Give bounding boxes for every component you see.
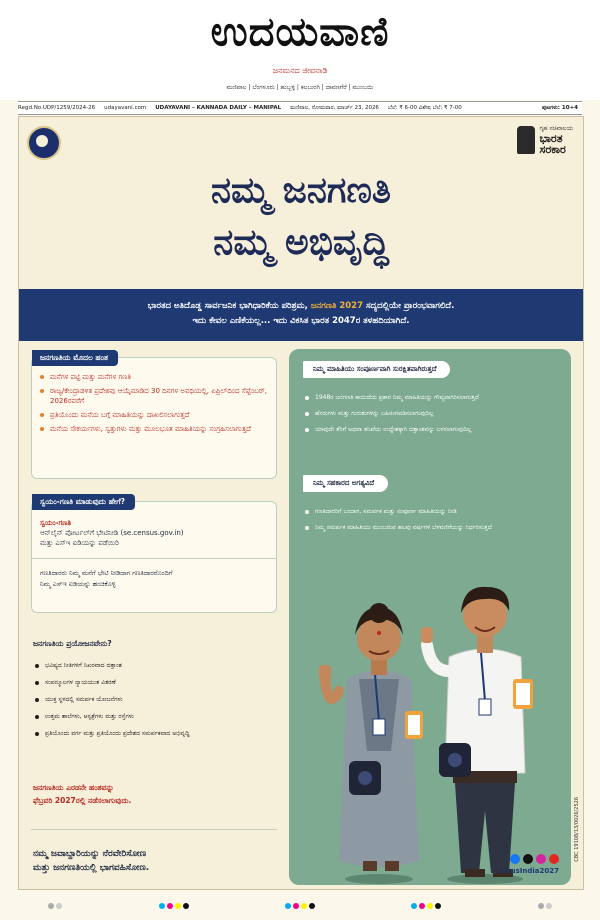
closing-line-1: ನಮ್ಮ ಜವಾಬ್ದಾರಿಯನ್ನು ನೆರವೇರಿಸೋಣ: [33, 849, 147, 859]
info-panel: [289, 349, 571, 885]
registration-mark: [48, 903, 62, 909]
get-se-id: ಮತ್ತು ಎಸ್‌ಇ ಐಡಿಯನ್ನು ಪಡೆಯಿರಿ: [40, 539, 119, 547]
self-enumeration-box: [31, 497, 277, 613]
intro-highlight: ಜನಗಣತಿ 2027: [310, 301, 364, 311]
page-count: ಪುಟಗಳು: 10+4: [542, 104, 578, 111]
registration-mark: [538, 903, 552, 909]
instagram-icon[interactable]: [536, 854, 546, 864]
divider: [32, 558, 276, 559]
list-item: ಯಾವುದೇ ತೆರಿಗೆ ಅಥವಾ ತನಿಖೆಯ ಉದ್ದೇಶಕ್ಕಾಗಿ ದತ್ತಾಂಶವನ್ನು ಬಳಸಲಾಗುವುದಿಲ್ಲ: [303, 425, 559, 434]
second-phase-line-1: ಜನಗಣತಿಯ ಎರಡನೇ ಹಂತವನ್ನು: [33, 783, 114, 792]
list-item: ಪ್ರತಿಯೊಂದು ವರ್ಗ ಮತ್ತು ಪ್ರತಿಯೊಂದು ಪ್ರದೇಶದ ಸಮರ್ಪಕವಾದ ಅಭಿವೃದ್ಧಿ: [33, 729, 273, 738]
ashoka-emblem-icon: [517, 126, 535, 154]
print-registration-marks: [0, 896, 600, 916]
cooperation-title: ನಿಮ್ಮ ಸಹಕಾರದ ಅಗತ್ಯವಿದೆ: [303, 475, 388, 492]
list-item: ಪ್ರತಿಯೊಂದು ಮನೆಯ ಬಗ್ಗೆ ಮಾಹಿತಿಯನ್ನು ದಾಖಲಿಸಲಾಗುತ್ತದೆ: [38, 410, 270, 420]
list-item: ಮನೆಯ ಸೌಕರ್ಯಗಳು, ಸ್ವತ್ತುಗಳು ಮತ್ತು ಮೂಲಭೂತ ಮಾಹಿತಿಯನ್ನು ಸಂಗ್ರಹಿಸಲಾಗುತ್ತದೆ: [38, 424, 270, 434]
cooperation-list: [303, 507, 559, 539]
census-advertisement: [18, 116, 584, 890]
secure-list: [303, 393, 559, 441]
list-item: ಉತ್ತಮ ಶಾಲೆಗಳು, ಆಸ್ಪತ್ರೆಗಳು ಮತ್ತು ರಸ್ತೆಗಳು: [33, 712, 273, 721]
census-emblem-icon: [27, 126, 61, 160]
list-item: ಮನೆಗಳ ಪಟ್ಟಿ ಮತ್ತು ಮನೆಗಳ ಗಣತಿ: [38, 372, 270, 382]
list-item: 1948ರ ಜನಗಣತಿ ಕಾಯಿದೆಯ ಪ್ರಕಾರ ನಿಮ್ಮ ಮಾಹಿತಿಯನ್ನು ಗೌಪ್ಯವಾಗಿರಿಸಲಾಗುತ್ತದೆ: [303, 393, 559, 402]
share-line-2: ನಿಮ್ಮ ಎಸ್‌ಇ ಐಡಿಯನ್ನು ಹಂಚಿಕೊಳ್ಳಿ: [40, 580, 116, 588]
youtube-icon[interactable]: [549, 854, 559, 864]
govt-name-2: ಸರಕಾರ: [539, 143, 566, 156]
ministry-name: ಗೃಹ ಸಚಿವಾಲಯ: [539, 125, 573, 132]
man-enumerator: [421, 587, 533, 884]
share-line-1: ಗಣತಿದಾರರು ನಿಮ್ಮ ಮನೆಗೆ ಭೇಟಿ ನೀಡಿದಾಗ ಗಣತಿದಾರರೊಂದಿಗೆ: [40, 569, 173, 577]
issue-date: ಮಣಿಪಾಲ, ಸೋಮವಾರ, ಮಾರ್ಚ್ 23, 2026: [290, 104, 379, 111]
list-item: ಯುಕ್ತ ಸ್ಥಳದಲ್ಲಿ ಸಮರ್ಪಕ ಯೋಜನೆಗಳು: [33, 695, 273, 704]
masthead: [0, 0, 600, 100]
list-item: ಭವಿಷ್ಯದ ನೀತಿಗಳಿಗೆ ನಿಖರವಾದ ದತ್ತಾಂಶ: [33, 661, 273, 670]
website: udayavani.com: [104, 105, 147, 111]
benefits-title: ಜನಗಣತಿಯ ಪ್ರಯೋಜನವೇನು?: [33, 639, 112, 648]
intro-part-b: ಸದ್ಯದಲ್ಲಿಯೇ ಪ್ರಾರಂಭವಾಗಲಿದೆ.: [363, 301, 455, 311]
registration-mark: [411, 903, 441, 909]
closing-message: [33, 847, 149, 875]
self-enumeration-text: [40, 518, 184, 548]
headline-line-1: ನಮ್ಮ ಜನಗಣತಿ: [211, 170, 391, 211]
self-enumeration-title: ಸ್ವಯಂ-ಗಣತಿ ಮಾಡುವುದು ಹೇಗೆ?: [32, 494, 135, 510]
intro-part-a: ಭಾರತದ ಅತಿದೊಡ್ಡ ಸಾರ್ವಜನಿಕ ಭಾಗಿಧಾರಿಕೆಯ ಪರಿಶ್ರಮ,: [147, 301, 311, 311]
list-item: ನಿಮ್ಮ ಸಮರ್ಪಕ ಮಾಹಿತಿಯು ಮುಂಬರುವ ಹಲವು ವರ್ಷಗಳ ಬೆಳವಣಿಗೆಯನ್ನು ನಿರ್ಧರಿಸುತ್ತದೆ: [303, 523, 559, 532]
x-icon[interactable]: [523, 854, 533, 864]
phase1-title: ಜನಗಣತಿಯ ಮೊದಲ ಹಂತ: [32, 350, 118, 366]
editions-list: ಮಣಿಪಾಲ | ಬೆಂಗಳೂರು | ಹುಬ್ಬಳ್ಳಿ | ಕಲಬುರಗಿ | ದಾವಣಗೆರೆ | ಮುಂಬಯಿ: [226, 84, 374, 91]
registration-number: Regd.No.UDP/1259/2024-26: [18, 105, 96, 111]
portal-instruction: ಆನ್‌ಲೈನ್ ಪೋರ್ಟಲ್‌ಗೆ ಭೇಟಿನೀಡಿ (se.census.gov.in): [40, 529, 184, 537]
intro-banner: [19, 289, 583, 341]
phase1-list: [38, 372, 270, 438]
divider: [31, 829, 277, 830]
second-phase-line-2: ಫೆಬ್ರವರಿ 2027ರಲ್ಲಿ ನಡೆಸಲಾಗುವುದು.: [33, 796, 132, 805]
list-item: ಗಣತಿದಾರರಿಗೆ ಬಂದಾಗ, ಸಮರ್ಪಕ ಮತ್ತು ಸಂಪೂರ್ಣ ಮಾಹಿತಿಯನ್ನು ನೀಡಿ: [303, 507, 559, 516]
intro-line-2: ಇದು ಕೇವಲ ಎಣಿಕೆಯಲ್ಲ... ಇದು ವಿಕಸಿತ ಭಾರತ 2047ರ ತಳಹದಿಯಾಗಿದೆ.: [192, 316, 410, 326]
price: ಬೆಲೆ: ₹ 6-00 ವಿಶೇಷ ಬೆಲೆ: ₹ 7-00: [387, 104, 462, 111]
list-item: ಸಂಪನ್ಮೂಲಗಳ ನ್ಯಾಯಯುತ ವಿತರಣೆ: [33, 678, 273, 687]
list-item: ರಾಜ್ಯ/ಕೇಂದ್ರಾಡಳಿತ ಪ್ರದೇಶವು ಆಯ್ಕೆಮಾಡಿದ 30 ದಿನಗಳ ಅವಧಿಯಲ್ಲಿ, ಏಪ್ರಿಲ್‌ದಿಂದ ಸೆಪ್ಟೆಂಬರ್, 2026ರವರೆಗೆ: [38, 386, 270, 406]
second-phase-note: [33, 781, 131, 807]
woman-enumerator: [319, 603, 423, 884]
closing-line-2: ಮತ್ತು ಜನಗಣತಿಯಲ್ಲಿ ಭಾಗವಹಿಸೋಣ.: [33, 863, 150, 873]
info-bar: [18, 101, 582, 115]
registration-mark: [285, 903, 315, 909]
headline-line-2: ನಮ್ಮ ಅಭಿವೃದ್ಧಿ: [213, 222, 389, 263]
phase1-box: [31, 353, 277, 479]
benefits-list: [33, 661, 273, 746]
newspaper-logo: ಉದಯವಾಣಿ: [210, 8, 390, 55]
facebook-icon[interactable]: [510, 854, 520, 864]
social-handle-block: [492, 854, 559, 875]
ad-headline: [19, 165, 583, 269]
registration-mark: [159, 903, 189, 909]
crc-code: CBC 19108/13/0026/2526: [574, 797, 580, 862]
secure-title: ನಿಮ್ಮ ಮಾಹಿತಿಯು ಸಂಪೂರ್ಣವಾಗಿ ಸುರಕ್ಷಿತವಾಗಿರುತ್ತದೆ: [303, 361, 450, 378]
census-handle[interactable]: CensusIndia2027: [491, 867, 559, 875]
govt-name-1: ಭಾರತ: [539, 132, 563, 145]
self-enumeration-label: ಸ್ವಯಂ-ಗಣತಿ: [40, 519, 71, 527]
enumerators-illustration: [299, 561, 561, 885]
list-item: ಹೆಸರುಗಳು ಮತ್ತು ಗುರುತುಗಳನ್ನು ಬಹಿರಂಗಪಡಿಸಲಾಗುವುದಿಲ್ಲ: [303, 409, 559, 418]
newspaper-tagline: ಜನಮನದ ಜೀವನಾಡಿ: [272, 66, 328, 75]
ministry-logo: [517, 125, 573, 155]
paper-name: UDAYAVANI – KANNADA DAILY – MANIPAL: [155, 105, 282, 111]
share-se-id-text: [40, 568, 172, 590]
